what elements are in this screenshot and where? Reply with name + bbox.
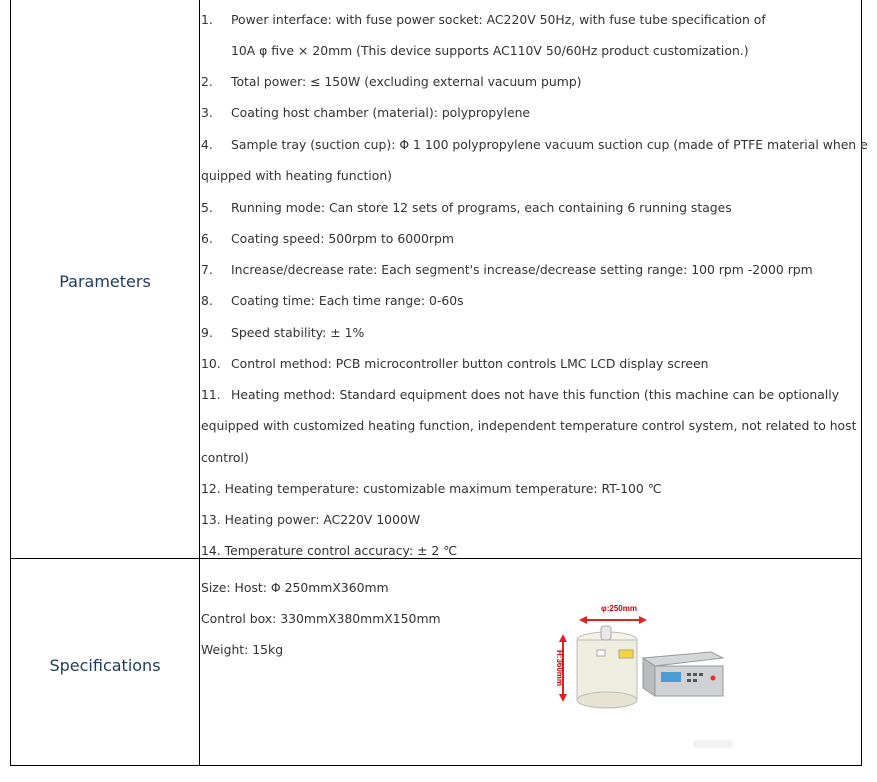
param-number: 6. — [201, 231, 213, 246]
param-text: 13. Heating power: AC220V 1000W — [201, 512, 421, 527]
param-line — [201, 418, 861, 434]
control-box-top — [643, 652, 723, 666]
watermark — [693, 740, 733, 748]
param-line — [201, 481, 861, 497]
param-text: equipped with customized heating function, independent temperature control system, not related to host — [201, 418, 857, 433]
param-text: Sample tray (suction cup): Φ 1 100 polypropylene vacuum suction cup (made of PTFE material when e — [231, 137, 868, 152]
param-text: Coating speed: 500rpm to 6000rpm — [231, 231, 454, 246]
param-line — [201, 387, 861, 403]
param-line — [201, 450, 861, 466]
param-text: Speed stability: ± 1% — [231, 325, 365, 340]
control-button — [693, 679, 697, 682]
param-line — [201, 200, 861, 216]
specifications-label: Specifications — [49, 656, 161, 675]
param-text: control) — [201, 450, 249, 465]
control-button — [687, 679, 691, 682]
param-number: 5. — [201, 200, 213, 215]
param-text: Coating host chamber (material): polypropylene — [231, 105, 531, 120]
parameters-label: Parameters — [59, 272, 151, 291]
param-text: Heating method: Standard equipment does not have this function (this machine can be optionally — [231, 387, 840, 402]
param-line — [201, 168, 861, 184]
spec-weight: Weight: 15kg — [201, 642, 284, 657]
param-number: 4. — [201, 137, 213, 152]
param-number: 3. — [201, 105, 213, 120]
spec-table — [10, 0, 868, 766]
param-text: 10A φ five × 20mm (This device supports AC110V 50/60Hz product customization.) — [231, 43, 749, 58]
param-line — [201, 12, 861, 28]
param-line — [201, 325, 861, 341]
product-photo — [543, 598, 743, 758]
param-number: 2. — [201, 74, 213, 89]
control-button — [693, 673, 697, 676]
arrow-head-icon — [559, 694, 567, 702]
param-text: Coating time: Each time range: 0-60s — [231, 293, 464, 308]
arrow-head-icon — [579, 616, 587, 624]
arrow-head-icon — [559, 634, 567, 642]
param-number: 1. — [201, 12, 213, 27]
diameter-label: φ:250mm — [601, 604, 637, 613]
param-line — [201, 356, 861, 372]
param-text: 12. Heating temperature: customizable maximum temperature: RT-100 ℃ — [201, 481, 662, 496]
lcd-screen — [661, 672, 681, 682]
host-label — [597, 650, 605, 656]
spec-control-box: Control box: 330mmX380mmX150mm — [201, 611, 441, 626]
param-text: quipped with heating function) — [201, 168, 393, 183]
param-number: 11. — [201, 387, 221, 402]
host-bottom — [577, 692, 637, 708]
power-indicator — [711, 676, 716, 681]
param-number: 8. — [201, 293, 213, 308]
param-line — [201, 74, 861, 90]
param-text: Power interface: with fuse power socket: AC220V 50Hz, with fuse tube specification of — [231, 12, 766, 27]
host-lid-handle — [601, 626, 611, 640]
param-number: 7. — [201, 262, 213, 277]
control-button — [699, 673, 703, 676]
param-text: 14. Temperature control accuracy: ± 2 ℃ — [201, 543, 458, 558]
param-line — [201, 43, 861, 59]
arrow-head-icon — [639, 616, 647, 624]
param-text: Total power: ≤ 150W (excluding external vacuum pump) — [231, 74, 582, 89]
param-text: Control method: PCB microcontroller button controls LMC LCD display screen — [231, 356, 709, 371]
warning-sticker — [619, 650, 633, 658]
control-button — [687, 673, 691, 676]
host-body — [577, 640, 637, 700]
param-line — [201, 105, 861, 121]
param-line — [201, 137, 868, 153]
param-line — [201, 293, 861, 309]
param-line — [201, 231, 861, 247]
param-line — [201, 543, 861, 559]
height-label: H:360mm — [555, 650, 564, 687]
param-line — [201, 512, 861, 528]
spec-size: Size: Host: Φ 250mmX360mm — [201, 580, 389, 595]
column-divider — [199, 0, 200, 765]
param-number: 9. — [201, 325, 213, 340]
param-number: 10. — [201, 356, 221, 371]
param-line — [201, 262, 861, 278]
param-text: Increase/decrease rate: Each segment's increase/decrease setting range: 100 rpm -2000 rpm — [231, 262, 813, 277]
param-text: Running mode: Can store 12 sets of programs, each containing 6 running stages — [231, 200, 732, 215]
